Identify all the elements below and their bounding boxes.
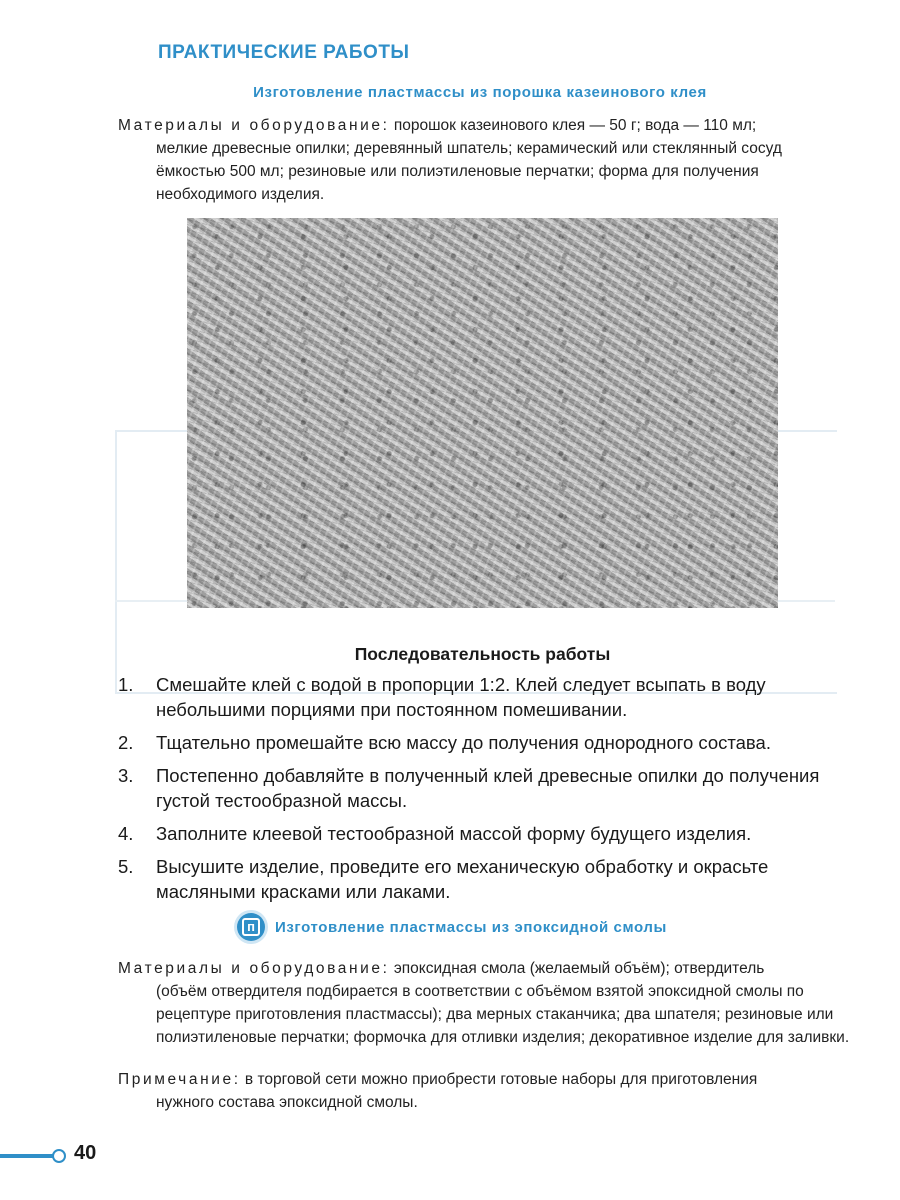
step-text: Тщательно промешайте всю массу до получения однородного состава. bbox=[156, 732, 771, 753]
note-rest: нужного состава эпоксидной смолы. bbox=[156, 1094, 418, 1111]
work2-header bbox=[237, 913, 667, 941]
step-text: Смешайте клей с водой в пропорции 1:2. Клей следует всыпать в воду небольшими порциями при постоянном помешивании. bbox=[156, 674, 766, 720]
work2-materials bbox=[118, 957, 853, 1049]
work2-title: Изготовление пластмассы из эпоксидной смолы bbox=[275, 918, 667, 936]
step-item bbox=[118, 672, 853, 722]
casein-plastic-photo bbox=[187, 218, 778, 608]
photo-texture bbox=[187, 218, 778, 608]
step-number: 3. bbox=[118, 765, 134, 786]
project-badge-icon bbox=[237, 913, 265, 941]
work1-materials-rest: мелкие древесные опилки; деревянный шпатель; керамический или стеклянный сосуд ёмкостью 500 мл; резиновые или полиэтиленовые перчатки; форма для получения необходимого изделия. bbox=[156, 140, 782, 203]
step-number: 5. bbox=[118, 856, 134, 877]
page-number: 40 bbox=[74, 1142, 97, 1164]
work2-materials-rest: (объём отвердителя подбирается в соответствии с объёмом взятой эпоксидной смолы по рецептуре приготовления пластмассы); два мерных стаканчика; два шпателя; резиновые или полиэтиленовые перчатки; формочка для отливки изделия; декоративное изделие для заливки. bbox=[156, 983, 850, 1046]
steps-list bbox=[118, 672, 853, 912]
work2-materials-line1: эпоксидная смола (желаемый объём); отвердитель bbox=[389, 960, 765, 977]
step-item bbox=[118, 821, 853, 846]
step-item bbox=[118, 763, 853, 813]
step-item bbox=[118, 854, 853, 904]
work2-note bbox=[118, 1068, 853, 1114]
note-line1: в торговой сети можно приобрести готовые наборы для приготовления bbox=[240, 1071, 758, 1088]
step-text: Высушите изделие, проведите его механическую обработку и окрасьте масляными красками или лаками. bbox=[156, 856, 769, 902]
work2-materials-label: Материалы и оборудование: bbox=[118, 960, 390, 977]
step-text: Заполните клеевой тестообразной массой форму будущего изделия. bbox=[156, 823, 752, 844]
work1-materials-label: Материалы и оборудование: bbox=[118, 117, 390, 134]
work1-title: Изготовление пластмассы из порошка казеинового клея bbox=[253, 84, 707, 101]
step-number: 1. bbox=[118, 674, 134, 695]
step-number: 4. bbox=[118, 823, 134, 844]
footer-rule bbox=[0, 1154, 56, 1158]
section-title: ПРАКТИЧЕСКИЕ РАБОТЫ bbox=[158, 42, 410, 63]
footer-dot-icon bbox=[52, 1149, 66, 1163]
step-item bbox=[118, 730, 853, 755]
badge-letter: п bbox=[242, 918, 260, 936]
step-number: 2. bbox=[118, 732, 134, 753]
work1-materials-line1: порошок казеинового клея — 50 г; вода — 110 мл; bbox=[389, 117, 757, 134]
steps-title: Последовательность работы bbox=[354, 644, 611, 664]
step-text: Постепенно добавляйте в полученный клей древесные опилки до получения густой тестообразной массы. bbox=[156, 765, 820, 811]
note-label: Примечание: bbox=[118, 1071, 241, 1088]
work1-materials bbox=[118, 114, 848, 206]
